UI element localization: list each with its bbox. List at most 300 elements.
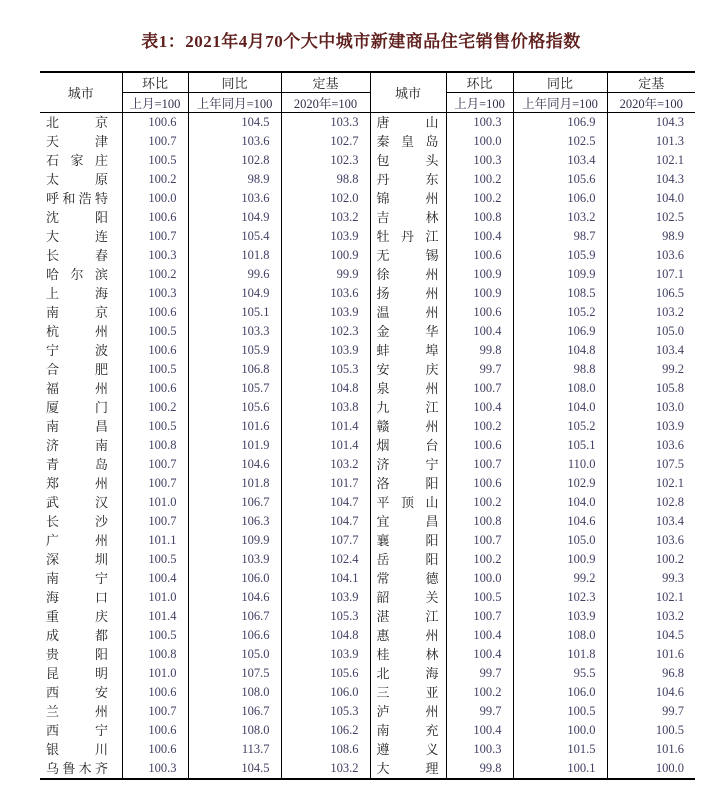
- city-name: 安庆: [376, 362, 439, 377]
- city-cell: [370, 132, 446, 151]
- base-value: 103.3: [330, 115, 359, 129]
- table-header: [40, 72, 695, 113]
- mom-value: 100.0: [148, 191, 177, 205]
- base-value: 104.7: [330, 495, 359, 509]
- base-value: 108.6: [330, 742, 359, 756]
- city-cell: [370, 303, 446, 322]
- mom-value: 100.5: [148, 552, 177, 566]
- mom-value: 100.4: [148, 571, 177, 585]
- yoy-value: 98.9: [247, 172, 270, 186]
- city-cell: [370, 664, 446, 683]
- table-row: [40, 664, 695, 683]
- city-cell: [40, 531, 122, 550]
- mom-value: 100.6: [148, 343, 177, 357]
- base-value: 103.2: [655, 305, 684, 319]
- yoy-value: 105.2: [567, 419, 596, 433]
- mom-value: 100.4: [473, 723, 502, 737]
- mom-value: 100.4: [473, 647, 502, 661]
- mom-value: 100.6: [473, 305, 502, 319]
- base-value: 106.2: [330, 723, 359, 737]
- mom-value: 100.7: [473, 381, 502, 395]
- base-value: 104.0: [655, 191, 684, 205]
- mom-value: 100.3: [148, 761, 177, 775]
- yoy-value: 105.6: [567, 172, 596, 186]
- mom-value: 100.5: [148, 153, 177, 167]
- base-value: 104.7: [330, 514, 359, 528]
- mom-value: 100.7: [473, 457, 502, 471]
- table-row: [40, 493, 695, 512]
- base-value: 103.2: [330, 761, 359, 775]
- table-row: [40, 759, 695, 779]
- city-cell: [370, 151, 446, 170]
- city-name: 洛阳: [376, 476, 439, 491]
- yoy-value: 102.8: [241, 153, 270, 167]
- city-cell: [40, 341, 122, 360]
- city-cell: [40, 322, 122, 341]
- base-value: 103.2: [330, 210, 359, 224]
- yoy-value: 106.0: [241, 571, 270, 585]
- yoy-value: 106.9: [567, 324, 596, 338]
- mom-value: 100.2: [473, 419, 502, 433]
- base-value: 98.9: [662, 229, 684, 243]
- city-name: 九江: [376, 400, 439, 415]
- city-cell: [40, 398, 122, 417]
- yoy-value: 106.8: [241, 362, 270, 376]
- city-cell: [370, 493, 446, 512]
- mom-value: 100.3: [148, 248, 177, 262]
- city-name: 无锡: [376, 248, 439, 263]
- page-title: 表1：2021年4月70个大中城市新建商品住宅销售价格指数: [141, 32, 581, 51]
- yoy-value: 103.6: [241, 134, 270, 148]
- base-value: 105.3: [330, 609, 359, 623]
- city-cell: [40, 759, 122, 779]
- city-cell: [370, 246, 446, 265]
- header-mom-right: 环比: [446, 72, 513, 93]
- table-row: [40, 702, 695, 721]
- yoy-value: 103.3: [241, 324, 270, 338]
- table-row: [40, 303, 695, 322]
- mom-value: 99.7: [479, 704, 502, 718]
- mom-value: 100.8: [148, 647, 177, 661]
- base-value: 103.0: [655, 400, 684, 414]
- yoy-value: 104.5: [241, 761, 270, 775]
- city-name: 牡丹江: [376, 229, 439, 244]
- city-name: 重庆: [46, 609, 108, 624]
- city-name: 深圳: [46, 552, 108, 567]
- header-yoy-sub-left: 上年同月=100: [188, 93, 281, 113]
- mom-value: 100.2: [473, 552, 502, 566]
- header-yoy-sub-right: 上年同月=100: [513, 93, 607, 113]
- mom-value: 100.7: [148, 514, 177, 528]
- base-value: 104.3: [655, 172, 684, 186]
- city-name: 哈尔滨: [46, 267, 108, 282]
- city-cell: [370, 189, 446, 208]
- base-value: 102.1: [655, 476, 684, 490]
- table-row: [40, 531, 695, 550]
- city-name: 三亚: [376, 685, 439, 700]
- table-row: [40, 170, 695, 189]
- yoy-value: 103.9: [241, 552, 270, 566]
- city-name: 锦州: [376, 191, 439, 206]
- city-name: 乌鲁木齐: [46, 761, 108, 776]
- table-row: [40, 113, 695, 133]
- yoy-value: 113.7: [241, 742, 270, 756]
- city-name: 唐山: [376, 115, 439, 130]
- city-name: 天津: [46, 134, 108, 149]
- base-value: 96.8: [662, 666, 684, 680]
- city-name: 郑州: [46, 476, 108, 491]
- base-value: 103.9: [330, 229, 359, 243]
- city-name: 海口: [46, 590, 108, 605]
- mom-value: 101.1: [148, 533, 177, 547]
- base-value: 102.0: [330, 191, 359, 205]
- base-value: 105.8: [655, 381, 684, 395]
- base-value: 101.3: [655, 134, 684, 148]
- mom-value: 100.6: [148, 381, 177, 395]
- base-value: 99.3: [662, 571, 684, 585]
- mom-value: 100.2: [473, 495, 502, 509]
- mom-value: 100.5: [148, 628, 177, 642]
- yoy-value: 109.9: [567, 267, 596, 281]
- yoy-value: 103.9: [567, 609, 596, 623]
- city-cell: [370, 531, 446, 550]
- city-name: 吉林: [376, 210, 439, 225]
- yoy-value: 104.6: [567, 514, 596, 528]
- city-name: 贵阳: [46, 647, 108, 662]
- yoy-value: 107.5: [241, 666, 270, 680]
- city-name: 蚌埠: [376, 343, 439, 358]
- base-value: 102.3: [330, 324, 359, 338]
- city-name: 西宁: [46, 723, 108, 738]
- yoy-value: 100.1: [567, 761, 596, 775]
- city-cell: [370, 740, 446, 759]
- city-cell: [40, 664, 122, 683]
- mom-value: 100.5: [148, 362, 177, 376]
- city-name: 石家庄: [46, 153, 108, 168]
- city-name: 沈阳: [46, 210, 108, 225]
- mom-value: 100.2: [148, 400, 177, 414]
- city-name: 惠州: [376, 628, 439, 643]
- yoy-value: 102.9: [567, 476, 596, 490]
- mom-value: 100.8: [148, 438, 177, 452]
- base-value: 102.8: [655, 495, 684, 509]
- header-city-right: 城市: [370, 72, 446, 113]
- table-row: [40, 189, 695, 208]
- city-cell: [40, 721, 122, 740]
- base-value: 103.9: [655, 419, 684, 433]
- mom-value: 100.6: [473, 438, 502, 452]
- base-value: 103.4: [655, 343, 684, 357]
- city-name: 襄阳: [376, 533, 439, 548]
- city-cell: [370, 474, 446, 493]
- mom-value: 100.3: [473, 742, 502, 756]
- mom-value: 100.7: [148, 134, 177, 148]
- yoy-value: 104.5: [241, 115, 270, 129]
- base-value: 104.5: [655, 628, 684, 642]
- city-cell: [40, 588, 122, 607]
- base-value: 101.4: [330, 438, 359, 452]
- city-name: 岳阳: [376, 552, 439, 567]
- table-row: [40, 322, 695, 341]
- table-row: [40, 721, 695, 740]
- city-cell: [370, 398, 446, 417]
- base-value: 103.6: [330, 286, 359, 300]
- city-name: 南充: [376, 723, 439, 738]
- yoy-value: 103.6: [241, 191, 270, 205]
- mom-value: 100.5: [473, 590, 502, 604]
- base-value: 105.0: [655, 324, 684, 338]
- price-index-table: [40, 71, 695, 780]
- table-row: [40, 607, 695, 626]
- mom-value: 100.4: [473, 229, 502, 243]
- base-value: 107.7: [330, 533, 359, 547]
- city-cell: [40, 683, 122, 702]
- city-cell: [40, 740, 122, 759]
- yoy-value: 106.9: [567, 115, 596, 129]
- yoy-value: 104.9: [241, 286, 270, 300]
- city-name: 广州: [46, 533, 108, 548]
- city-cell: [40, 417, 122, 436]
- mom-value: 100.7: [473, 533, 502, 547]
- mom-value: 100.8: [473, 514, 502, 528]
- city-name: 秦皇岛: [376, 134, 439, 149]
- base-value: 102.7: [330, 134, 359, 148]
- base-value: 103.9: [330, 647, 359, 661]
- city-name: 湛江: [376, 609, 439, 624]
- mom-value: 100.2: [148, 267, 177, 281]
- city-cell: [40, 379, 122, 398]
- base-value: 103.2: [330, 457, 359, 471]
- mom-value: 100.0: [473, 571, 502, 585]
- table-row: [40, 740, 695, 759]
- header-mom-sub-right: 上月=100: [446, 93, 513, 113]
- city-name: 南京: [46, 305, 108, 320]
- mom-value: 100.5: [148, 419, 177, 433]
- city-cell: [370, 645, 446, 664]
- city-name: 成都: [46, 628, 108, 643]
- base-value: 106.5: [655, 286, 684, 300]
- base-value: 104.1: [330, 571, 359, 585]
- mom-value: 100.7: [148, 457, 177, 471]
- base-value: 100.0: [655, 761, 684, 775]
- city-name: 杭州: [46, 324, 108, 339]
- mom-value: 101.0: [148, 495, 177, 509]
- mom-value: 100.0: [473, 134, 502, 148]
- base-value: 103.8: [330, 400, 359, 414]
- base-value: 98.8: [336, 172, 359, 186]
- yoy-value: 103.4: [567, 153, 596, 167]
- city-cell: [40, 208, 122, 227]
- base-value: 100.5: [655, 723, 684, 737]
- city-cell: [370, 550, 446, 569]
- city-cell: [40, 474, 122, 493]
- base-value: 105.3: [330, 362, 359, 376]
- table-row: [40, 208, 695, 227]
- yoy-value: 105.9: [567, 248, 596, 262]
- city-name: 太原: [46, 172, 108, 187]
- city-cell: [370, 265, 446, 284]
- city-name: 上海: [46, 286, 108, 301]
- city-name: 平顶山: [376, 495, 439, 510]
- yoy-value: 104.0: [567, 400, 596, 414]
- city-cell: [370, 721, 446, 740]
- mom-value: 100.2: [473, 685, 502, 699]
- yoy-value: 104.6: [241, 590, 270, 604]
- yoy-value: 104.6: [241, 457, 270, 471]
- table-row: [40, 398, 695, 417]
- table-row: [40, 246, 695, 265]
- mom-value: 100.6: [148, 210, 177, 224]
- yoy-value: 98.8: [573, 362, 596, 376]
- yoy-value: 104.9: [241, 210, 270, 224]
- mom-value: 100.4: [473, 400, 502, 414]
- header-base-right: 定基: [607, 72, 695, 93]
- mom-value: 99.8: [479, 761, 502, 775]
- table-row: [40, 512, 695, 531]
- city-cell: [40, 702, 122, 721]
- mom-value: 100.3: [473, 115, 502, 129]
- base-value: 102.1: [655, 590, 684, 604]
- city-name: 泸州: [376, 704, 439, 719]
- header-yoy-right: 同比: [513, 72, 607, 93]
- yoy-value: 101.9: [241, 438, 270, 452]
- yoy-value: 101.8: [241, 476, 270, 490]
- base-value: 101.4: [330, 419, 359, 433]
- city-name: 昆明: [46, 666, 108, 681]
- mom-value: 101.0: [148, 590, 177, 604]
- yoy-value: 109.9: [241, 533, 270, 547]
- city-cell: [40, 265, 122, 284]
- yoy-value: 105.4: [241, 229, 270, 243]
- city-name: 遵义: [376, 742, 439, 757]
- city-name: 徐州: [376, 267, 439, 282]
- city-name: 南宁: [46, 571, 108, 586]
- city-cell: [40, 645, 122, 664]
- yoy-value: 108.0: [567, 381, 596, 395]
- yoy-value: 108.0: [241, 685, 270, 699]
- base-value: 99.7: [662, 704, 684, 718]
- city-name: 呼和浩特: [46, 191, 108, 206]
- city-cell: [40, 151, 122, 170]
- table-row: [40, 626, 695, 645]
- city-cell: [40, 246, 122, 265]
- table-row: [40, 683, 695, 702]
- city-name: 包头: [376, 153, 439, 168]
- table-row: [40, 569, 695, 588]
- yoy-value: 108.5: [567, 286, 596, 300]
- table-row: [40, 379, 695, 398]
- header-base-left: 定基: [281, 72, 370, 93]
- city-name: 韶关: [376, 590, 439, 605]
- yoy-value: 110.0: [567, 457, 596, 471]
- city-name: 宁波: [46, 343, 108, 358]
- base-value: 103.6: [655, 533, 684, 547]
- mom-value: 100.7: [148, 476, 177, 490]
- table-row: [40, 284, 695, 303]
- yoy-value: 98.7: [573, 229, 596, 243]
- base-value: 99.2: [662, 362, 684, 376]
- city-name: 青岛: [46, 457, 108, 472]
- mom-value: 100.7: [148, 229, 177, 243]
- city-name: 银川: [46, 742, 108, 757]
- city-cell: [370, 455, 446, 474]
- yoy-value: 104.0: [567, 495, 596, 509]
- base-value: 105.6: [330, 666, 359, 680]
- yoy-value: 106.7: [241, 609, 270, 623]
- city-cell: [370, 626, 446, 645]
- mom-value: 100.7: [473, 609, 502, 623]
- yoy-value: 102.5: [567, 134, 596, 148]
- mom-value: 100.8: [473, 210, 502, 224]
- mom-value: 100.9: [473, 267, 502, 281]
- yoy-value: 104.8: [567, 343, 596, 357]
- city-name: 北京: [46, 115, 108, 130]
- city-cell: [370, 417, 446, 436]
- table-row: [40, 360, 695, 379]
- yoy-value: 100.0: [567, 723, 596, 737]
- table-row: [40, 417, 695, 436]
- city-cell: [370, 360, 446, 379]
- table-row: [40, 436, 695, 455]
- city-name: 大理: [376, 761, 439, 776]
- mom-value: 100.2: [473, 172, 502, 186]
- base-value: 103.6: [655, 248, 684, 262]
- yoy-value: 101.6: [241, 419, 270, 433]
- city-cell: [40, 284, 122, 303]
- city-cell: [40, 512, 122, 531]
- city-name: 赣州: [376, 419, 439, 434]
- yoy-value: 99.6: [247, 267, 270, 281]
- yoy-value: 102.3: [567, 590, 596, 604]
- city-cell: [40, 436, 122, 455]
- table-row: [40, 455, 695, 474]
- mom-value: 100.2: [148, 172, 177, 186]
- yoy-value: 103.2: [567, 210, 596, 224]
- city-cell: [370, 227, 446, 246]
- city-cell: [370, 170, 446, 189]
- base-value: 106.0: [330, 685, 359, 699]
- base-value: 104.8: [330, 381, 359, 395]
- base-value: 102.4: [330, 552, 359, 566]
- header-base-sub-left: 2020年=100: [281, 93, 370, 113]
- table-row: [40, 132, 695, 151]
- yoy-value: 105.1: [241, 305, 270, 319]
- city-name: 宜昌: [376, 514, 439, 529]
- city-name: 常德: [376, 571, 439, 586]
- yoy-value: 105.6: [241, 400, 270, 414]
- city-cell: [370, 284, 446, 303]
- mom-value: 99.7: [479, 666, 502, 680]
- mom-value: 100.4: [473, 628, 502, 642]
- mom-value: 100.3: [148, 286, 177, 300]
- yoy-value: 105.9: [241, 343, 270, 357]
- city-name: 扬州: [376, 286, 439, 301]
- yoy-value: 95.5: [573, 666, 596, 680]
- base-value: 103.9: [330, 343, 359, 357]
- city-name: 济宁: [376, 457, 439, 472]
- base-value: 104.8: [330, 628, 359, 642]
- base-value: 102.3: [330, 153, 359, 167]
- mom-value: 99.8: [479, 343, 502, 357]
- city-cell: [40, 303, 122, 322]
- base-value: 105.3: [330, 704, 359, 718]
- header-mom-sub-left: 上月=100: [122, 93, 188, 113]
- header-city-left: 城市: [40, 72, 122, 113]
- city-cell: [370, 588, 446, 607]
- base-value: 102.1: [655, 153, 684, 167]
- table-row: [40, 265, 695, 284]
- yoy-value: 105.1: [567, 438, 596, 452]
